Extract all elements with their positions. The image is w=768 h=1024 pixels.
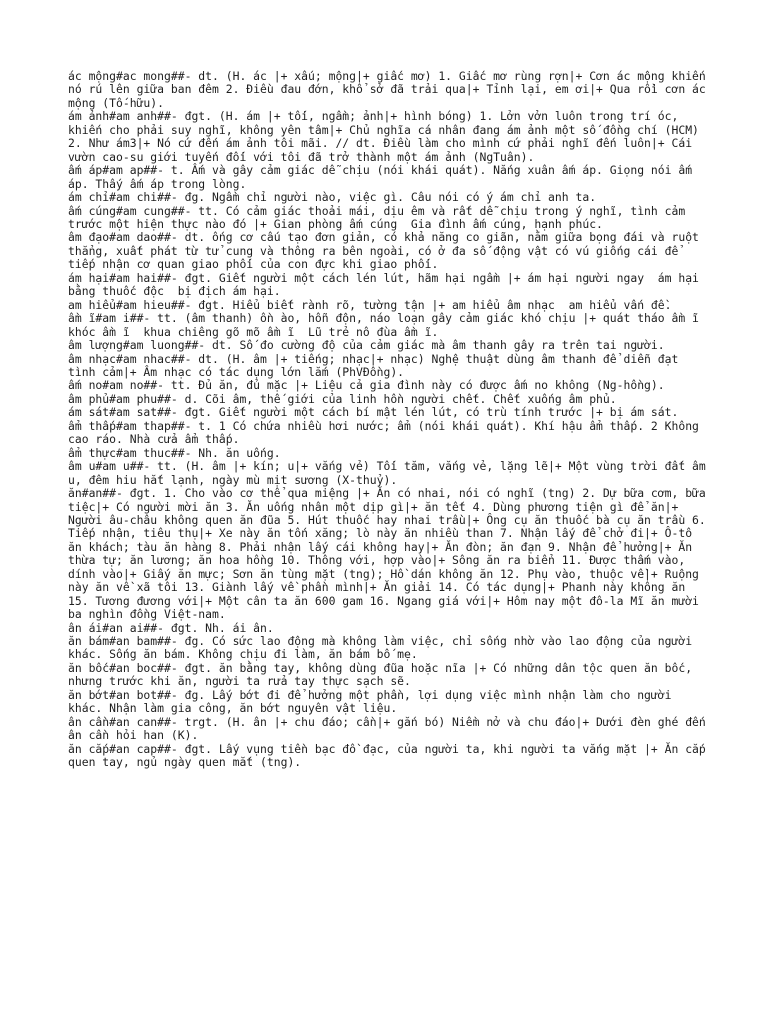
dictionary-entry: ác mộng#ac mong##- dt. (H. ác |+ xấu; mộng|+ giấc mơ) 1. Giấc mơ rùng rợn|+ Cơn ác mộng khiến nó rú lên giữa ban đêm 2. Điều đau đớn, khổ sở đã trải qua|+ Tỉnh lại, em ơi|+ Qua rồi cơn ác mộng (Tố-hữu). — [68, 69, 713, 110]
dictionary-entry: ấm áp#am ap##- t. Ấm và gây cảm giác dễ chịu (nói khái quát). Nắng xuân ấm áp. Giọng nói ấm áp. Thấy ấm áp trong lòng. — [68, 163, 699, 191]
dictionary-entry: ấm cúng#am cung##- tt. Có cảm giác thoải mái, dịu êm và rất dễ chịu trong ý nghĩ, tình cảm trước một hiện thực nào đó |+ Gian phòng ấm cúng Gia đình ấm cúng, hạnh phúc. — [68, 203, 693, 231]
dictionary-entry: ăn bám#an bam##- đg. Có sức lao động mà không làm việc, chỉ sống nhờ vào lao động của người khác. Sống ăn bám. Không chịu đi làm, ăn bám bố mẹ. — [68, 634, 699, 662]
dictionary-entry: ân ái#an ai##- đgt. Nh. ái ân. — [68, 620, 274, 635]
dictionary-entry: ám ảnh#am anh##- đgt. (H. ám |+ tối, ngầm; ảnh|+ hình bóng) 1. Lởn vởn luôn trong trí óc, khiến cho phải suy nghĩ, không yên tâm|+ Chủ nghĩa cá nhân đang ám ảnh một số đồng chí (HCM) 2. Như ám3|+ Nó cứ đến ám ảnh tôi mãi. // dt. Điều làm cho mình cứ phải nghĩ đến luôn|+ Cái vườn cao-su giới tuyến đối với tôi đã trở thành một ám ảnh (NgTuân). — [68, 109, 706, 164]
dictionary-text — [68, 69, 713, 770]
dictionary-entry: ầm ĩ#am i##- tt. (âm thanh) ồn ào, hỗn độn, náo loạn gây cảm giác khó chịu |+ quát tháo ầm ĩ khóc ầm ĩ khua chiêng gõ mõ ầm ĩ Lũ trẻ nô đùa ầm ĩ. — [68, 311, 713, 339]
dictionary-entry: ám chỉ#am chi##- đg. Ngầm chỉ người nào, việc gì. Câu nói có ý ám chỉ anh ta. — [68, 190, 597, 205]
dictionary-entry: âm nhạc#am nhac##- dt. (H. âm |+ tiếng; nhạc|+ nhạc) Nghệ thuật dùng âm thanh để diễn đạt tình cảm|+ Âm nhạc có tác dụng lớn lắm (PhVĐồng). — [68, 351, 686, 379]
dictionary-entry: âm lượng#am luong##- dt. Số đo cường độ của cảm giác mà âm thanh gây ra trên tai người. — [68, 338, 665, 353]
dictionary-entry: ẩm thấp#am thap##- t. 1 Có chứa nhiều hơi nước; ẩm (nói khái quát). Khí hậu ẩm thấp. 2 Không cao ráo. Nhà cửa ẩm thấp. — [68, 418, 706, 447]
dictionary-entry: ăn cắp#an cap##- đgt. Lấy vụng tiền bạc đồ đạc, của người ta, khi người ta vắng mặt |+ Ăn cắp quen tay, ngủ ngày quen mắt (tng). — [68, 741, 713, 770]
dictionary-entry: ấm no#am no##- tt. Đủ ăn, đủ mặc |+ Liệu cả gia đình này có được ấm no không (Ng-hồng). — [68, 378, 665, 393]
dictionary-entry: am hiểu#am hieu##- đgt. Hiểu biết rành rõ, tường tận |+ am hiểu âm nhạc am hiểu vấn đề. — [68, 297, 672, 312]
dictionary-entry: âm phủ#am phu##- d. Cõi âm, thế giới của linh hồn người chết. Chết xuống âm phủ. — [68, 391, 617, 406]
dictionary-entry: ân cần#an can##- trgt. (H. ân |+ chu đáo; cần|+ gắn bó) Niềm nở và chu đáo|+ Dưới đèn ghé đến ân cần hỏi han (K). — [68, 714, 713, 743]
dictionary-entry: âm đạo#am dao##- dt. ống cơ cấu tạo đơn giản, có khả năng co giãn, nằm giữa bọng đái và ruột thẳng, xuất phát từ tử cung và thông ra bên ngoài, có ở đa số động vật có vú giống cái để tiếp nhận cơ quan giao phối của con đực khi giao phối. — [68, 230, 706, 272]
dictionary-entry: ăn bớt#an bot##- đg. Lấy bớt đi để hưởng một phần, lợi dụng việc mình nhận làm cho người khác. Nhận làm gia công, ăn bớt nguyên vật liệu. — [68, 687, 679, 716]
dictionary-entry: ẩm thực#am thuc##- Nh. ăn uống. — [68, 445, 281, 460]
dictionary-entry: ăn bốc#an boc##- đgt. ăn bằng tay, không dùng đũa hoặc nĩa |+ Có những dân tộc quen ăn bốc, nhưng trước khi ăn, người ta rửa tay thực sạch sẽ. — [68, 660, 699, 689]
dictionary-entry: ăn#an##- đgt. 1. Cho vào cơ thể qua miệng |+ Ăn có nhai, nói có nghĩ (tng) 2. Dự bữa cơm, bữa tiệc|+ Có người mời ăn 3. Ăn uống nhân một dịp gì|+ ăn tết 4. Dùng phương tiện gì để ăn|+ Người âu-châu không quen ăn đũa 5. Hút thuốc hay nhai trầu|+ Ông cụ ăn thuốc bà cụ ăn trầu 6. Tiếp nhận, tiêu thụ|+ Xe này ăn tốn xăng; lò này ăn nhiều than 7. Nhận lấy để chở đi|+ Ô-tô ăn khách; tàu ăn hàng 8. Phải nhận lấy cái không hay|+ Ăn đòn; ăn đạn 9. Nhận để hưởng|+ Ăn thừa tự; ăn lương; ăn hoa hồng 10. Thông với, hợp vào|+ Sông ăn ra biển 11. Được thấm vào, dính vào|+ Giấy ăn mực; Sơn ăn tùng mặt (tng); Hồ dán không ăn 12. Phụ vào, thuộc về|+ Ruộng này ăn về xã tôi 13. Giành lấy về phần mình|+ Ăn giải 14. Có tác dụng|+ Phanh này không ăn 15. Tương đương với|+ Một cân ta ăn 600 gam 16. Ngang giá với|+ Hôm nay một đô-la Mĩ ăn mười ba nghìn đồng Việt-nam. — [68, 486, 713, 622]
dictionary-entry: âm u#am u##- tt. (H. âm |+ kín; u|+ vắng vẻ) Tối tăm, vắng vẻ, lặng lẽ|+ Một vùng trời đất âm u, đêm hiu hắt lạnh, ngày mù mịt sương (X-thuỷ). — [68, 459, 713, 487]
dictionary-entry: ám sát#am sat##- đgt. Giết người một cách bí mật lén lút, có trù tính trước |+ bị ám sát. — [68, 405, 679, 420]
dictionary-entry: ám hại#am hai##- đgt. Giết người một cách lén lút, hãm hại ngầm |+ ám hại người ngay ám hại bằng thuốc độc bị địch ám hại. — [68, 270, 706, 299]
